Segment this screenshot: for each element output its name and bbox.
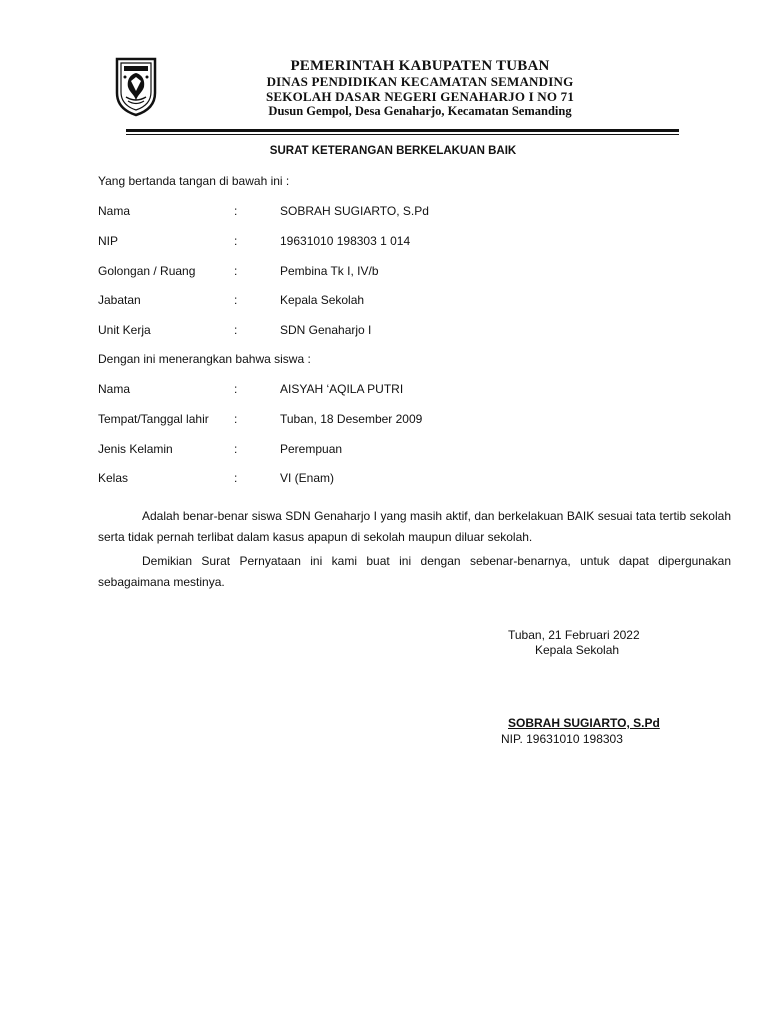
signature-name: SOBRAH SUGIARTO, S.Pd [508, 716, 660, 730]
field-label: Jabatan [98, 293, 141, 307]
letterhead-department: DINAS PENDIDIKAN KECAMATAN SEMANDING [266, 74, 574, 89]
field-value: SDN Genaharjo I [280, 323, 372, 337]
field-colon: : [234, 293, 238, 307]
student-row-gender [98, 442, 658, 458]
field-value: AISYAH ‘AQILA PUTRI [280, 382, 404, 396]
field-label: Golongan / Ruang [98, 264, 196, 278]
signer-row-position [98, 293, 658, 309]
paragraph-closing-text: Demikian Surat Pernyataan ini kami buat ini dengan sebenar-benarnya, untuk dapat dipergunakan sebagaimana mestinya. [98, 554, 731, 589]
field-label: Jenis Kelamin [98, 442, 173, 456]
field-value: 19631010 198303 1 014 [280, 234, 411, 248]
field-label: Nama [98, 382, 131, 396]
field-value: SOBRAH SUGIARTO, S.Pd [280, 204, 429, 218]
letterhead-address: Dusun Gempol, Desa Genaharjo, Kecamatan Semanding [268, 104, 572, 118]
field-value: Perempuan [280, 442, 343, 456]
intro-text: Yang bertanda tangan di bawah ini : [98, 174, 290, 188]
field-label: Unit Kerja [98, 323, 151, 337]
signature-position: Kepala Sekolah [535, 643, 620, 657]
signature-place-date: Tuban, 21 Februari 2022 [508, 628, 640, 642]
student-row-birth [98, 412, 658, 428]
paragraph-closing [98, 551, 731, 593]
letterhead-divider-thin [126, 134, 679, 135]
field-value: Pembina Tk I, IV/b [280, 264, 379, 278]
field-colon: : [234, 264, 238, 278]
field-label: NIP [98, 234, 119, 248]
kabupaten-tuban-crest-icon [114, 57, 158, 117]
field-label: Tempat/Tanggal lahir [98, 412, 209, 426]
student-row-name [98, 382, 658, 398]
field-colon: : [234, 412, 238, 426]
field-value: VI (Enam) [280, 471, 335, 485]
field-label: Kelas [98, 471, 129, 485]
field-colon: : [234, 442, 238, 456]
field-value: Kepala Sekolah [280, 293, 365, 307]
letterhead-government: PEMERINTAH KABUPATEN TUBAN [290, 58, 550, 74]
signer-row-name [98, 204, 658, 220]
letter-title: SURAT KETERANGAN BERKELAKUAN BAIK [269, 145, 517, 157]
signer-row-nip [98, 234, 658, 250]
statement-text: Dengan ini menerangkan bahwa siswa : [98, 352, 311, 366]
field-label: Nama [98, 204, 131, 218]
field-colon: : [234, 204, 238, 218]
field-colon: : [234, 323, 238, 337]
paragraph-conduct-text: Adalah benar-benar siswa SDN Genaharjo I yang masih aktif, dan berkelakuan BAIK sesuai tata tertib sekolah serta tidak pernah terlibat dalam kasus apapun di sekolah maupun diluar sekolah. [98, 509, 731, 544]
paragraph-conduct [98, 506, 731, 548]
signer-row-rank [98, 264, 658, 280]
field-colon: : [234, 234, 238, 248]
field-colon: : [234, 382, 238, 396]
letterhead-divider [126, 129, 679, 132]
student-row-class [98, 471, 658, 487]
field-colon: : [234, 471, 238, 485]
signature-nip: NIP. 19631010 198303 [501, 732, 623, 746]
signer-row-unit [98, 323, 658, 339]
letterhead-school: SEKOLAH DASAR NEGERI GENAHARJO I NO 71 [265, 89, 575, 104]
letterhead [190, 58, 650, 119]
field-value: Tuban, 18 Desember 2009 [280, 412, 423, 426]
